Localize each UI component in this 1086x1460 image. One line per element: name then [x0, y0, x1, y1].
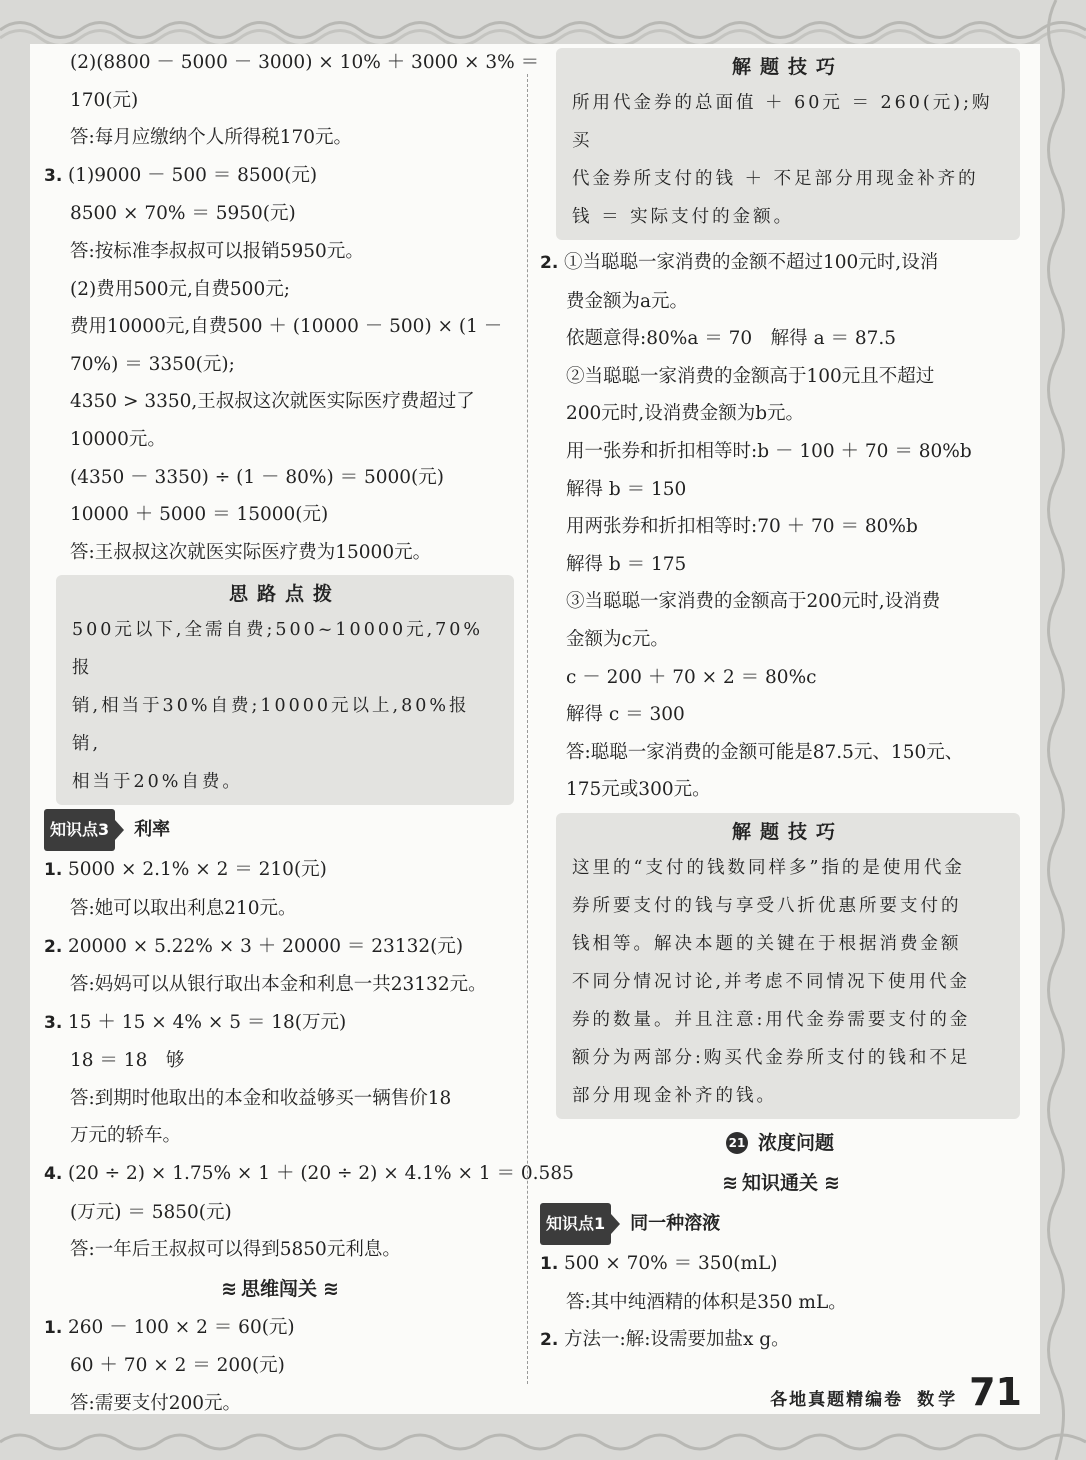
answer-text: 答:按标准李叔叔可以报销5950元。 — [70, 240, 364, 262]
left-answers-part1 — [44, 44, 540, 571]
subject-label: 数学 — [917, 1390, 960, 1410]
answer-line — [44, 890, 514, 928]
section-heading-interest — [44, 809, 514, 851]
book-title: 各地真题精编卷 — [770, 1390, 904, 1410]
tip-line: 券所要支付的钱与享受八折优惠所要支付的 — [572, 895, 962, 916]
answer-line — [44, 966, 514, 1004]
tip-line: 销,相当于30%自费;10000元以上,80%报销, — [72, 696, 470, 755]
center-heading-text: 知识通关 — [741, 1171, 818, 1194]
answer-text: (4350 － 3350) ÷ (1 － 80%) ＝ 5000(元) — [70, 466, 444, 488]
answer-line — [44, 195, 514, 233]
answer-line — [44, 1309, 514, 1348]
answer-line — [44, 1080, 514, 1118]
section-heading-same-solution — [540, 1203, 1020, 1245]
answer-text: 10000 ＋ 5000 ＝ 15000(元) — [70, 504, 329, 526]
answer-text: 金额为c元。 — [566, 628, 669, 650]
answer-line — [44, 346, 514, 384]
answer-line — [540, 244, 1020, 283]
answer-text: 依题意得:80%a ＝ 70 解得 a ＝ 87.5 — [566, 328, 897, 350]
answer-line — [44, 851, 514, 890]
tip-line: 部分用现金补齐的钱。 — [572, 1085, 777, 1106]
center-heading-knowledge-pass — [540, 1163, 1020, 1203]
answer-line — [44, 119, 514, 157]
chapter-number-badge: 21 — [726, 1132, 748, 1154]
answer-line — [540, 771, 1020, 809]
answer-text: 答:一年后王叔叔可以得到5850元利息。 — [70, 1239, 401, 1261]
answer-text: 方法一:解:设需要加盐x g。 — [564, 1329, 790, 1351]
answer-line — [540, 283, 1020, 321]
chapter-title: 浓度问题 — [757, 1131, 834, 1154]
question-number: 1. — [44, 860, 63, 881]
question-number: 1. — [44, 1317, 63, 1338]
answer-text: 15 ＋ 15 × 4% × 5 ＝ 18(万元) — [68, 1011, 347, 1033]
answer-line — [44, 1042, 514, 1080]
question-number: 3. — [44, 165, 63, 186]
column-divider — [527, 74, 528, 1384]
answer-text: 260 － 100 × 2 ＝ 60(元) — [68, 1316, 295, 1338]
answer-text: 答:每月应缴纳个人所得税170元。 — [70, 127, 353, 149]
tag-arrow-icon — [115, 820, 124, 840]
tip-line: 代金券所支付的钱 ＋ 不足部分用现金补齐的 — [572, 169, 979, 189]
answer-text: 答:需要支付200元。 — [70, 1393, 242, 1415]
answer-line — [44, 534, 514, 572]
answer-line — [44, 1231, 514, 1269]
answer-line — [540, 358, 1020, 396]
answer-text: 18 ＝ 18 够 — [70, 1050, 185, 1072]
right-answers-part1 — [540, 244, 1020, 809]
question-number: 4. — [44, 1164, 63, 1185]
tip-line: 券的数量。并且注意:用代金券需要支付的金 — [572, 1009, 971, 1030]
answer-text: 175元或300元。 — [566, 779, 711, 801]
answer-text: 解得 b ＝ 175 — [566, 553, 687, 575]
answer-text: 170(元) — [70, 89, 139, 111]
answer-text: 费用10000元,自费500 ＋ (10000 － 500) × (1 － — [70, 316, 503, 338]
answer-line — [44, 1155, 574, 1194]
question-number: 3. — [44, 1012, 63, 1033]
tip-line: 不同分情况讨论,并考虑不同情况下使用代金 — [572, 971, 971, 992]
answer-text: 解得 c ＝ 300 — [566, 704, 685, 726]
answer-line — [44, 308, 514, 346]
answer-text: 200元时,设消费金额为b元。 — [566, 403, 805, 425]
answer-text: (20 ÷ 2) × 1.75% × 1 ＋ (20 ÷ 2) × 4.1% × 1 ＝ 0.585 — [68, 1163, 574, 1185]
answer-line — [540, 1245, 1020, 1284]
answer-line — [44, 82, 514, 120]
answer-text: 用一张券和折扣相等时:b － 100 ＋ 70 ＝ 80%b — [566, 440, 972, 462]
answer-text: 万元的轿车。 — [70, 1125, 182, 1147]
answer-text: 70%) ＝ 3350(元); — [70, 353, 235, 375]
answer-line — [44, 1385, 514, 1423]
wave-left-icon: ≋ — [221, 1277, 235, 1300]
answer-text: 答:其中纯酒精的体积是350 mL。 — [566, 1291, 847, 1313]
answer-line — [540, 583, 1020, 621]
answer-line — [540, 734, 1020, 772]
answer-text: 答:到期时他取出的本金和收益够买一辆售价18 — [70, 1087, 452, 1109]
answer-line — [44, 44, 540, 82]
left-answers-part3 — [44, 1309, 514, 1423]
answer-line — [540, 659, 1020, 697]
answer-text: (2)(8800 － 5000 － 3000) × 10% ＋ 3000 × 3% ＝ — [70, 52, 540, 73]
answer-line — [44, 496, 514, 534]
knowledge-point-tag: 知识点3 — [44, 809, 115, 851]
answer-text: ②当聪聪一家消费的金额高于100元且不超过 — [566, 365, 935, 387]
tip-line: 钱 ＝ 实际支付的金额。 — [572, 207, 795, 227]
left-answers-part2 — [44, 851, 574, 1269]
tip-box-body — [72, 611, 498, 801]
answer-text: 60 ＋ 70 × 2 ＝ 200(元) — [70, 1355, 285, 1377]
answer-text: 费金额为a元。 — [566, 290, 689, 312]
page-number: 71 — [969, 1370, 1022, 1414]
answer-line — [540, 1284, 1020, 1322]
answer-line — [44, 459, 514, 497]
section-title: 同一种溶液 — [630, 1212, 721, 1234]
answer-line — [540, 320, 1020, 358]
center-heading-thinking-pass — [44, 1269, 514, 1309]
answer-line — [540, 621, 1020, 659]
right-answers-part2 — [540, 1245, 1020, 1360]
answer-text: ①当聪聪一家消费的金额不超过100元时,设消 — [564, 252, 939, 273]
answer-text: 500 × 70% ＝ 350(mL) — [564, 1252, 778, 1274]
answer-line — [540, 696, 1020, 734]
chapter-heading — [540, 1123, 1020, 1163]
answer-line — [44, 1117, 514, 1155]
answer-line — [540, 395, 1020, 433]
tip-box-body — [572, 84, 1004, 236]
tip-box-title: 解题技巧 — [731, 820, 844, 843]
wave-right-icon: ≋ — [323, 1277, 337, 1300]
answer-text: c － 200 ＋ 70 × 2 ＝ 80%c — [566, 666, 817, 688]
answer-text: (1)9000 － 500 ＝ 8500(元) — [68, 164, 318, 186]
right-column — [540, 44, 1020, 1360]
answer-text: 5000 × 2.1% × 2 ＝ 210(元) — [68, 859, 327, 881]
answer-text: 8500 × 70% ＝ 5950(元) — [70, 203, 296, 225]
tip-line: 这里的“支付的钱数同样多”指的是使用代金 — [572, 857, 965, 878]
center-heading-text: 思维闯关 — [240, 1277, 317, 1300]
answer-text: 4350 > 3350,王叔叔这次就医实际医疗费超过了 — [70, 391, 475, 413]
answer-text: ③当聪聪一家消费的金额高于200元时,设消费 — [566, 591, 941, 613]
section-title: 利率 — [134, 819, 171, 841]
tip-line: 钱相等。解决本题的关键在于根据消费金额 — [572, 933, 962, 954]
answer-line — [44, 157, 514, 196]
answer-line — [540, 508, 1020, 546]
answer-text: 10000元。 — [70, 428, 166, 450]
question-number: 2. — [540, 253, 559, 273]
answer-text: 答:王叔叔这次就医实际医疗费为15000元。 — [70, 541, 432, 563]
tip-box-title: 解题技巧 — [731, 56, 844, 78]
answer-line — [540, 433, 1020, 471]
tip-line: 相当于20%自费。 — [72, 772, 243, 793]
answer-text: 答:妈妈可以从银行取出本金和利息一共23132元。 — [70, 974, 487, 996]
answer-line — [540, 546, 1020, 584]
answer-line — [540, 471, 1020, 509]
answer-text: 答:她可以取出利息210元。 — [70, 897, 297, 919]
page-footer — [770, 1370, 1022, 1414]
tip-box-technique-2 — [556, 813, 1020, 1119]
answer-line — [44, 1004, 514, 1043]
answer-text: 解得 b ＝ 150 — [566, 478, 687, 500]
question-number: 2. — [540, 1330, 559, 1351]
answer-text: 20000 × 5.22% × 3 ＋ 20000 ＝ 23132(元) — [68, 935, 464, 957]
answer-line — [44, 233, 514, 271]
answer-line — [44, 421, 514, 459]
wave-left-icon: ≋ — [722, 1171, 736, 1194]
question-number: 1. — [540, 1253, 559, 1274]
left-column — [44, 44, 574, 1423]
tip-box-thinking — [56, 575, 514, 805]
tag-arrow-icon — [611, 1214, 620, 1234]
tip-line: 所用代金券的总面值 ＋ 60元 ＝ 260(元);购买 — [572, 93, 993, 151]
answer-text: (万元) ＝ 5850(元) — [70, 1201, 232, 1223]
tip-box-technique-1 — [556, 48, 1020, 240]
decorative-wave-border-bottom — [0, 1420, 1086, 1460]
answer-line — [44, 1194, 514, 1232]
answer-text: 用两张券和折扣相等时:70 ＋ 70 ＝ 80%b — [566, 516, 918, 538]
answer-line — [44, 1347, 514, 1385]
answer-text: (2)费用500元,自费500元; — [70, 278, 290, 300]
tip-line: 500元以下,全需自费;500~10000元,70%报 — [72, 620, 484, 679]
answer-line — [540, 1321, 1020, 1360]
answer-page — [30, 44, 1040, 1414]
answer-line — [44, 928, 514, 967]
answer-line — [44, 271, 514, 309]
tip-line: 额分为两部分:购买代金券所支付的钱和不足 — [572, 1047, 971, 1068]
question-number: 2. — [44, 936, 63, 957]
tip-box-title: 思路点拨 — [228, 583, 341, 606]
tip-box-body — [572, 849, 1004, 1115]
wave-right-icon: ≋ — [824, 1171, 838, 1194]
answer-text: 答:聪聪一家消费的金额可能是87.5元、150元、 — [566, 741, 964, 763]
answer-line — [44, 383, 514, 421]
knowledge-point-tag: 知识点1 — [540, 1203, 611, 1245]
